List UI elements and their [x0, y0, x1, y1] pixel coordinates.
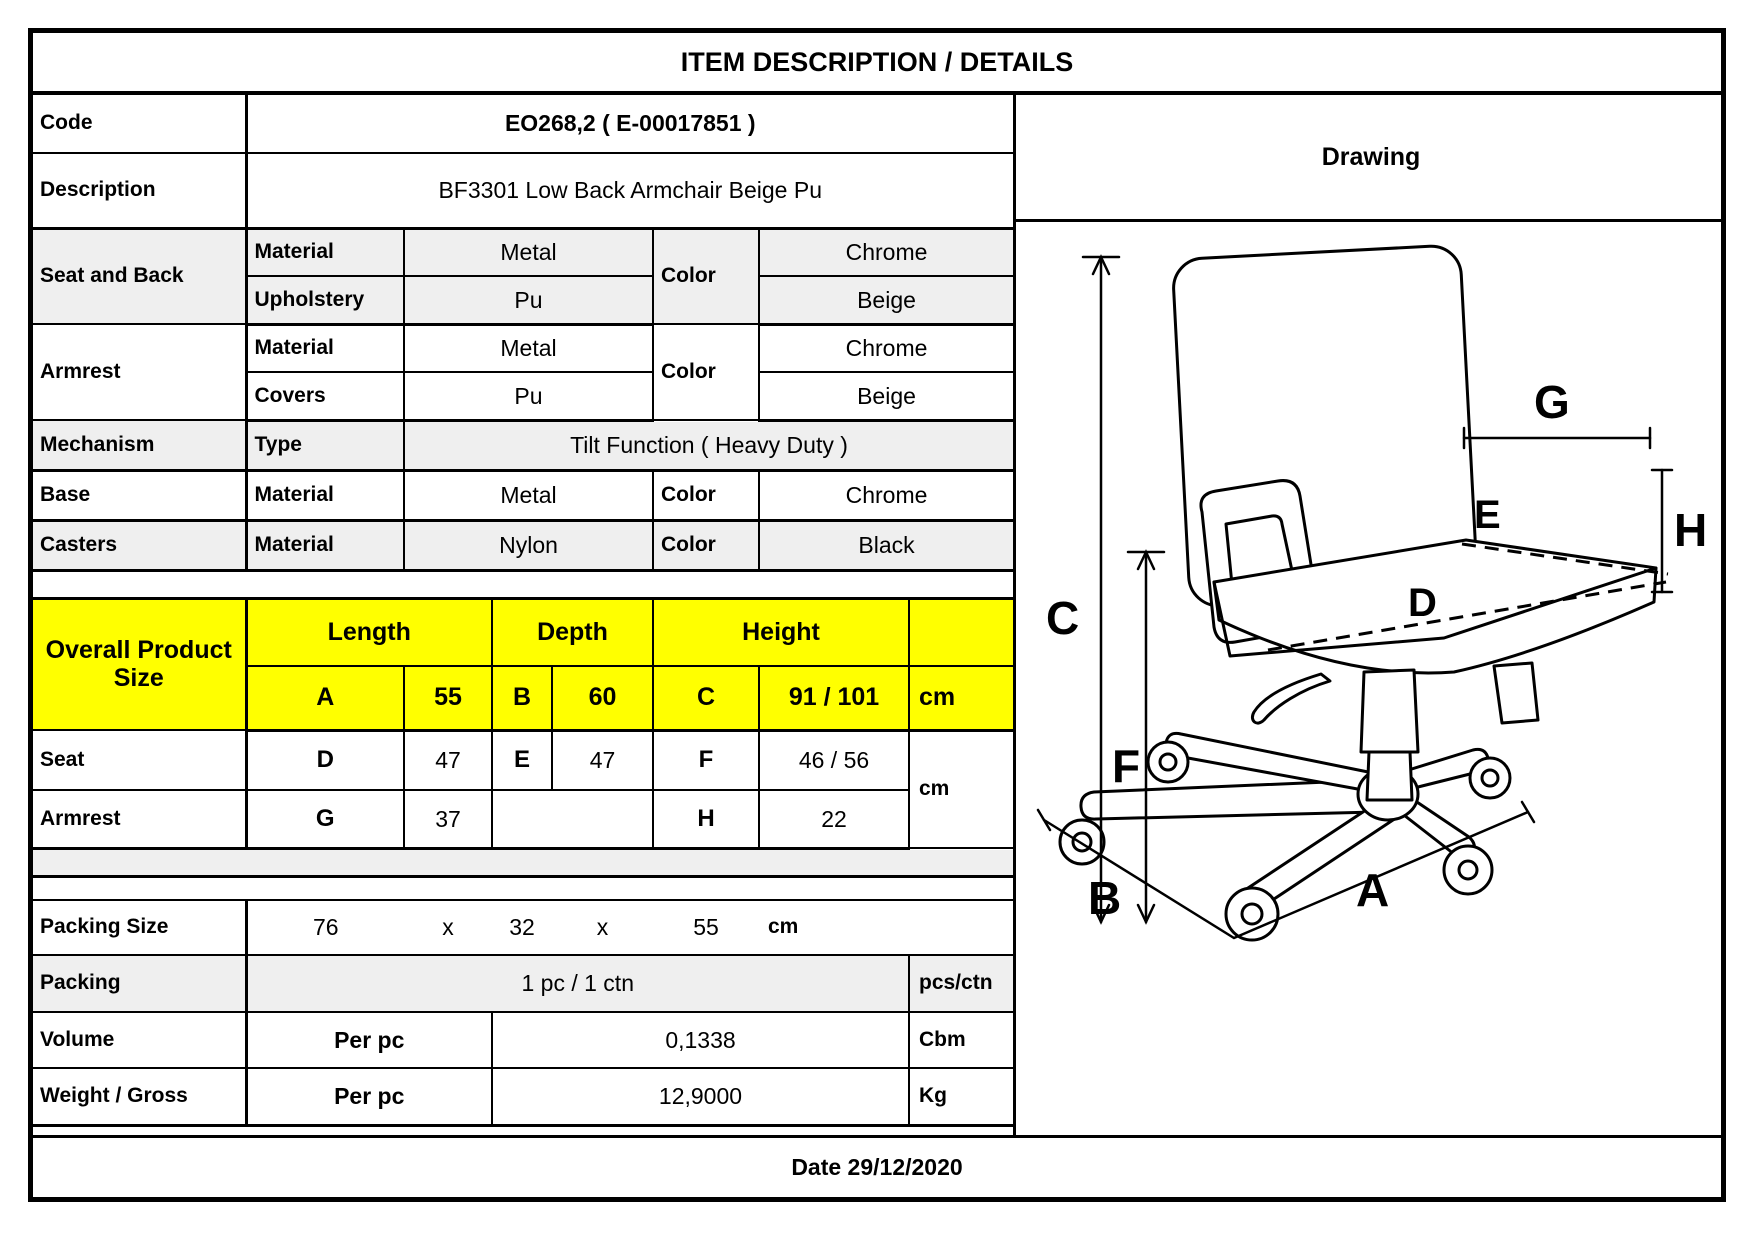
code-label: Code: [33, 95, 246, 153]
casters-row: [33, 520, 1013, 570]
armrest-material-color: Chrome: [759, 324, 1013, 372]
label-f: F: [1112, 740, 1141, 792]
spacer-row: [33, 570, 1013, 598]
drawing-title: Drawing: [1016, 95, 1726, 222]
base-row: [33, 470, 1013, 520]
packing-dim-2: 32: [492, 900, 552, 955]
label-h: H: [1674, 504, 1708, 556]
packing-size-row: [33, 900, 1013, 955]
armrest-covers-color: Beige: [759, 372, 1013, 420]
spec-table: [33, 95, 1013, 1127]
label-b: B: [1088, 872, 1122, 924]
height-header: Height: [653, 598, 909, 666]
seat-armrest-unit: cm: [909, 730, 1013, 848]
packing-x-2: x: [552, 900, 653, 955]
packing-label: Packing: [33, 955, 246, 1012]
code-row: [33, 95, 1013, 153]
chair-outline: [1060, 245, 1656, 940]
dim-b-value: 60: [552, 666, 653, 730]
weight-label: Weight / Gross: [33, 1068, 246, 1125]
description-value: BF3301 Low Back Armchair Beige Pu: [246, 153, 1013, 228]
description-row: [33, 153, 1013, 228]
label-e: E: [1474, 493, 1501, 537]
seat-back-row-1: [33, 228, 1013, 276]
casters-section: Casters: [33, 520, 246, 570]
seat-back-material-label: Material: [246, 228, 404, 276]
armrest-size-row: [33, 790, 1013, 848]
dim-e-value: 47: [552, 730, 653, 790]
base-section: Base: [33, 470, 246, 520]
base-color-label: Color: [653, 470, 759, 520]
depth-header: Depth: [492, 598, 653, 666]
seat-back-upholstery-label: Upholstery: [246, 276, 404, 324]
label-c: C: [1046, 592, 1080, 644]
armrest-size-empty: [492, 790, 653, 848]
white-gap-row: [33, 876, 1013, 900]
weight-per: Per pc: [246, 1068, 492, 1125]
seat-back-section: Seat and Back: [33, 228, 246, 324]
mechanism-section: Mechanism: [33, 420, 246, 470]
armrest-material-label: Material: [246, 324, 404, 372]
label-d: D: [1408, 581, 1437, 625]
code-value: EO268,2 ( E-00017851 ): [246, 95, 1013, 153]
drawing-panel: [1013, 95, 1726, 1135]
weight-unit: Kg: [909, 1068, 1013, 1125]
packing-dim-1: 76: [246, 900, 404, 955]
mechanism-type: Tilt Function ( Heavy Duty ): [404, 420, 1013, 470]
dim-b-key: B: [492, 666, 552, 730]
packing-size-label: Packing Size: [33, 900, 246, 955]
seat-back-material: Metal: [404, 228, 653, 276]
dim-h-value: 22: [759, 790, 909, 848]
seat-size-label: Seat: [33, 730, 246, 790]
armrest-section: Armrest: [33, 324, 246, 420]
dim-g-value: 37: [404, 790, 492, 848]
size-header-empty: [909, 598, 1013, 666]
volume-per: Per pc: [246, 1012, 492, 1068]
packing-size-unit: cm: [759, 900, 909, 955]
overall-size-label: Overall Product Size: [33, 598, 246, 730]
base-material-label: Material: [246, 470, 404, 520]
label-a: A: [1356, 864, 1390, 916]
dim-a-value: 55: [404, 666, 492, 730]
casters-color: Black: [759, 520, 1013, 570]
casters-material: Nylon: [404, 520, 653, 570]
volume-value: 0,1338: [492, 1012, 909, 1068]
seat-back-upholstery: Pu: [404, 276, 653, 324]
packing-value: 1 pc / 1 ctn: [246, 955, 909, 1012]
dim-e-key: E: [492, 730, 552, 790]
armrest-color-label: Color: [653, 324, 759, 420]
casters-material-label: Material: [246, 520, 404, 570]
armrest-row-1: [33, 324, 1013, 372]
chair-drawing: [1016, 222, 1726, 1132]
packing-size-empty: [909, 900, 1013, 955]
packing-dim-3: 55: [653, 900, 759, 955]
weight-value: 12,9000: [492, 1068, 909, 1125]
base-color: Chrome: [759, 470, 1013, 520]
weight-row: [33, 1068, 1013, 1125]
armrest-size-label: Armrest: [33, 790, 246, 848]
mechanism-type-label: Type: [246, 420, 404, 470]
size-header-row: [33, 598, 1013, 666]
dim-g-key: G: [246, 790, 404, 848]
armrest-covers: Pu: [404, 372, 653, 420]
sheet-title: ITEM DESCRIPTION / DETAILS: [33, 33, 1721, 95]
dim-h-key: H: [653, 790, 759, 848]
dim-c-value: 91 / 101: [759, 666, 909, 730]
volume-unit: Cbm: [909, 1012, 1013, 1068]
seat-back-color-label: Color: [653, 228, 759, 324]
casters-color-label: Color: [653, 520, 759, 570]
dim-d-key: D: [246, 730, 404, 790]
seat-size-row: [33, 730, 1013, 790]
packing-row: [33, 955, 1013, 1012]
seat-back-upholstery-color: Beige: [759, 276, 1013, 324]
armrest-material: Metal: [404, 324, 653, 372]
dim-a-key: A: [246, 666, 404, 730]
base-material: Metal: [404, 470, 653, 520]
volume-row: [33, 1012, 1013, 1068]
armrest-covers-label: Covers: [246, 372, 404, 420]
dim-f-value: 46 / 56: [759, 730, 909, 790]
dim-f-key: F: [653, 730, 759, 790]
date-row: Date 29/12/2020: [33, 1135, 1721, 1197]
gray-spacer-row: [33, 848, 1013, 876]
packing-unit: pcs/ctn: [909, 955, 1013, 1012]
overall-unit: cm: [909, 666, 1013, 730]
label-g: G: [1534, 376, 1570, 428]
seat-back-material-color: Chrome: [759, 228, 1013, 276]
description-label: Description: [33, 153, 246, 228]
dim-d-value: 47: [404, 730, 492, 790]
volume-label: Volume: [33, 1012, 246, 1068]
dim-c-key: C: [653, 666, 759, 730]
packing-x-1: x: [404, 900, 492, 955]
length-header: Length: [246, 598, 492, 666]
mechanism-row: [33, 420, 1013, 470]
